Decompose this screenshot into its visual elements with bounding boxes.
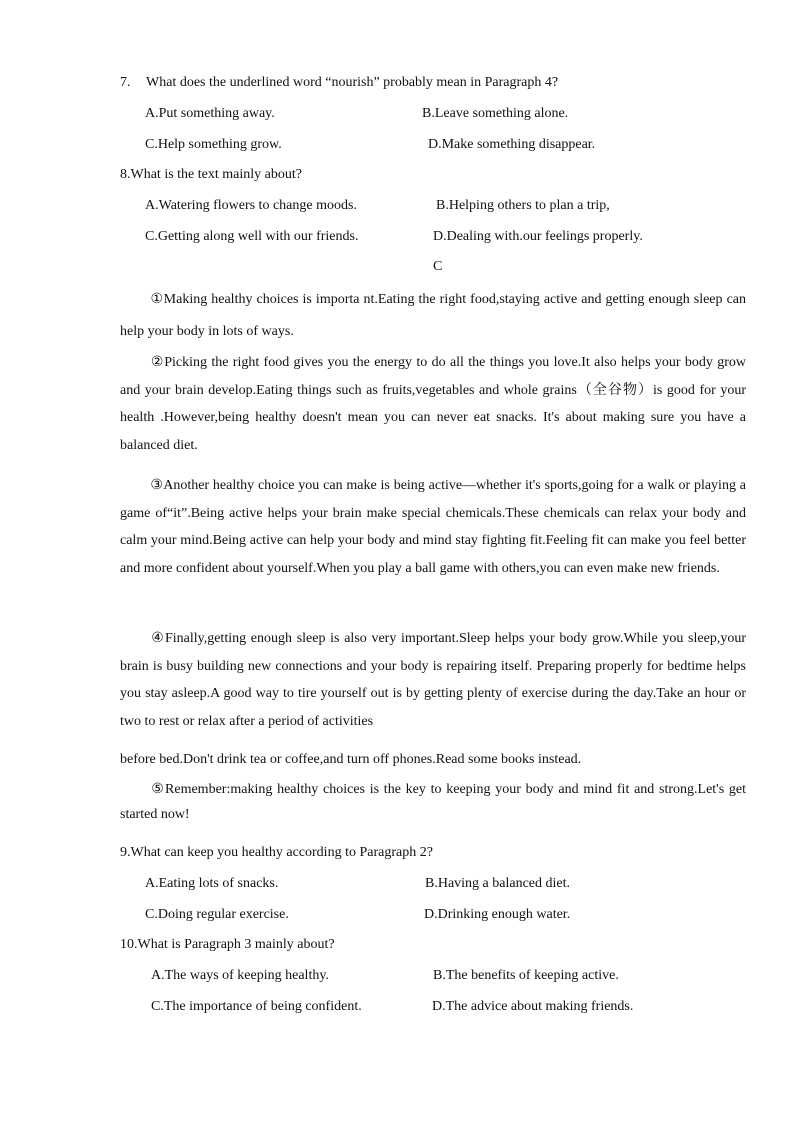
paragraph-5-text: ⑤Remember:making healthy choices is the key to keeping your body and mind fit and strong.Let's get started now! xyxy=(120,782,746,822)
q8-option-c: C.Getting along well with our friends. xyxy=(145,229,359,244)
passage-paragraph-4 xyxy=(120,625,746,735)
passage-paragraph-3 xyxy=(120,472,746,582)
passage-paragraph-1 xyxy=(120,284,746,348)
q7-option-c: C.Help something grow. xyxy=(145,137,282,152)
passage-paragraph-2 xyxy=(120,349,746,459)
q9-option-b: B.Having a balanced diet. xyxy=(425,876,571,891)
q7-number: 7. xyxy=(120,75,131,90)
paragraph-2-text: ②Picking the right food gives you the energy to do all the things you love.It also helps your body grow and your brain develop.Eating things such as fruits,vegetables and whole grains（全谷物）is good for your health .However,being healthy doesn't mean you can never eat snacks. It's about making sure you have a balanced diet. xyxy=(120,355,746,453)
section-heading: C xyxy=(433,259,443,274)
q9-option-c: C.Doing regular exercise. xyxy=(145,907,289,922)
q9-stem: 9.What can keep you healthy according to Paragraph 2? xyxy=(120,845,433,860)
paragraph-4-text: ④Finally,getting enough sleep is also very important.Sleep helps your body grow.While you sleep,your brain is busy building new connections and your body is repairing itself. Preparing properly for bedtime helps you stay asleep.A good way to tire yourself out is by getting plenty of exercise during the day.Take an hour or two to rest or relax after a period of activities xyxy=(120,631,746,729)
q10-option-c: C.The importance of being confident. xyxy=(151,999,362,1014)
q9-option-a: A.Eating lots of snacks. xyxy=(145,876,279,891)
passage-paragraph-5 xyxy=(120,777,746,827)
q8-option-b: B.Helping others to plan a trip, xyxy=(436,198,610,213)
paragraph-1-text: ①Making healthy choices is importa nt.Eating the right food,staying active and getting enough sleep can help your body in lots of ways. xyxy=(120,292,746,339)
q8-stem: 8.What is the text mainly about? xyxy=(120,167,302,182)
q9-option-d: D.Drinking enough water. xyxy=(424,907,571,922)
q7-option-a: A.Put something away. xyxy=(145,106,275,121)
q10-option-b: B.The benefits of keeping active. xyxy=(433,968,619,983)
q8-option-a: A.Watering flowers to change moods. xyxy=(145,198,357,213)
q7-stem: What does the underlined word “nourish” probably mean in Paragraph 4? xyxy=(146,75,559,90)
paragraph-3-text: ③Another healthy choice you can make is being active—whether it's sports,going for a walk or playing a game of“it”.Being active helps your brain make special chemicals.These chemicals can relax your body and calm your mind.Being active can help your body and mind stay fighting fit.Feeling fit can make you feel better and more confident about yourself.When you play a ball game with others,you can even make new friends. xyxy=(120,478,746,576)
q7-option-b: B.Leave something alone. xyxy=(422,106,569,121)
q10-option-a: A.The ways of keeping healthy. xyxy=(151,968,329,983)
q10-stem: 10.What is Paragraph 3 mainly about? xyxy=(120,937,335,952)
q10-option-d: D.The advice about making friends. xyxy=(432,999,634,1014)
q7-option-d: D.Make something disappear. xyxy=(428,137,596,152)
q8-option-d: D.Dealing with.our feelings properly. xyxy=(433,229,643,244)
paragraph-4-last-line: before bed.Don't drink tea or coffee,and turn off phones.Read some books instead. xyxy=(120,752,582,767)
